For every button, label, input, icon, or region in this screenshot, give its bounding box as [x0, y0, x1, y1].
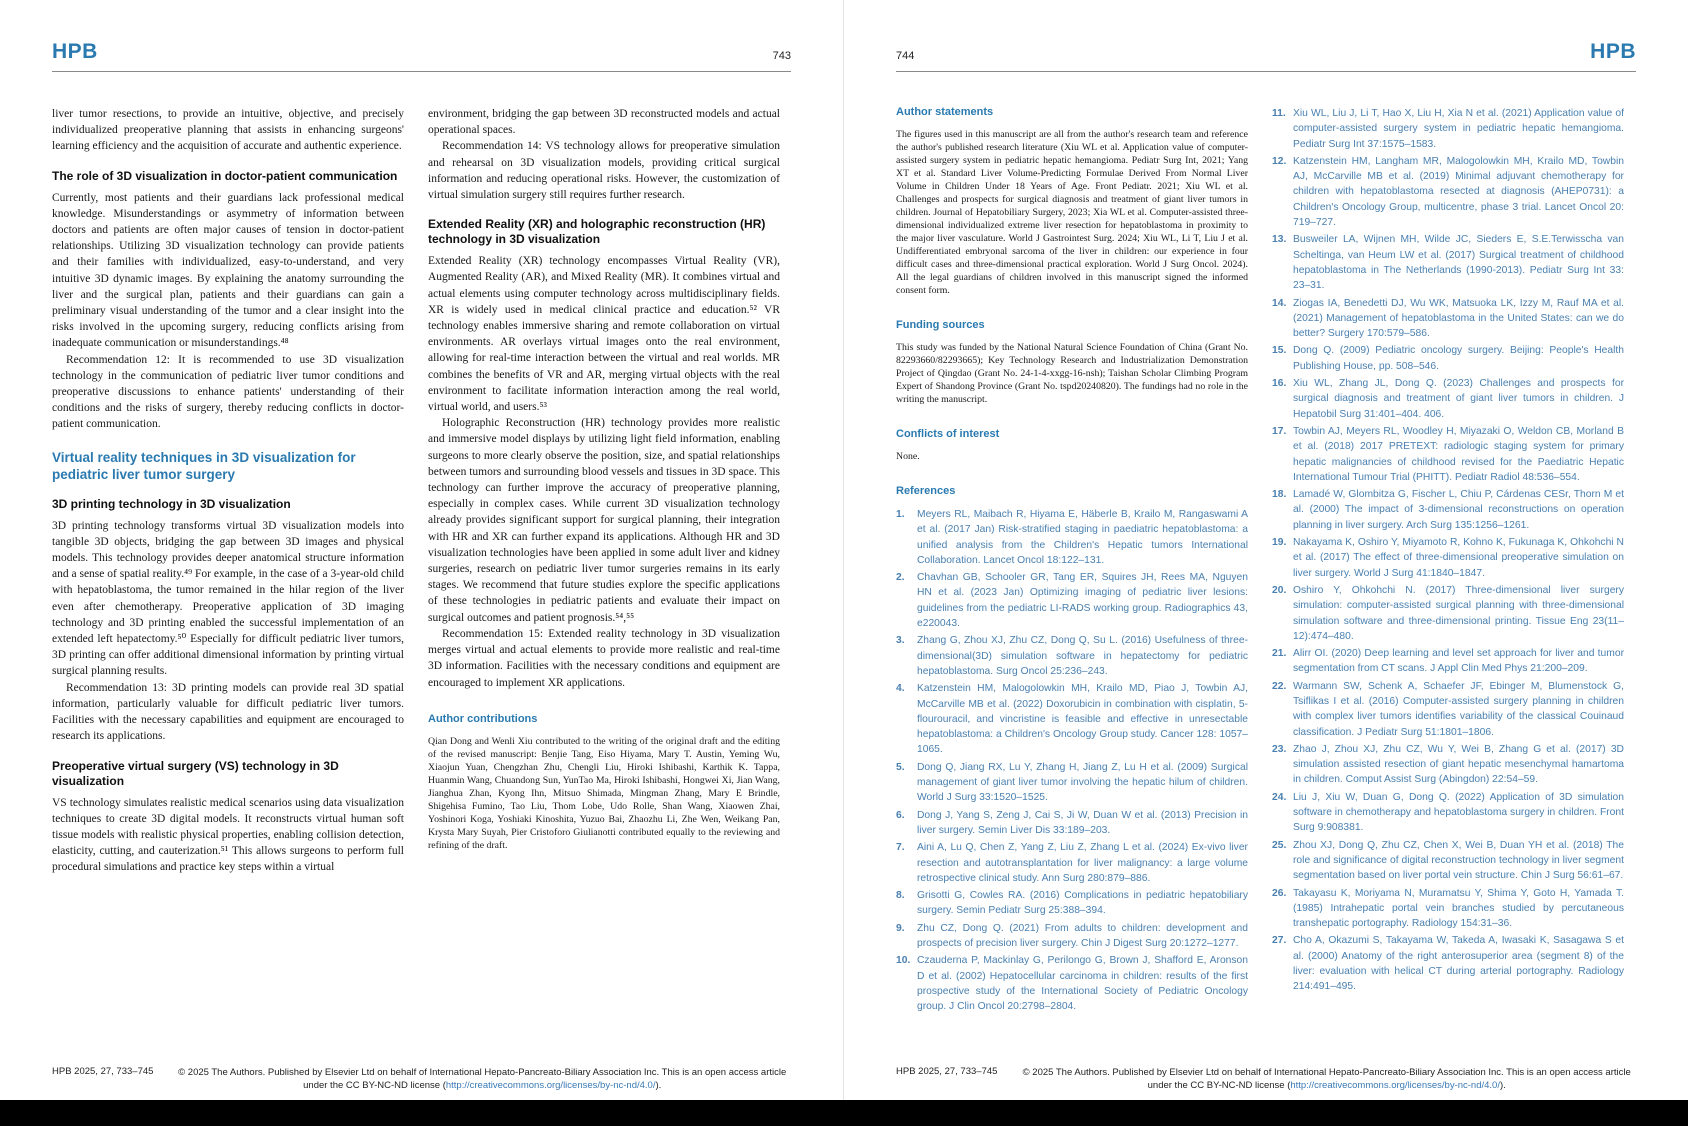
- subsection-heading: Author contributions: [428, 712, 538, 725]
- reference-item[interactable]: [1272, 424, 1624, 485]
- right-column-2: [1272, 106, 1624, 1017]
- reference-item[interactable]: [1272, 376, 1624, 422]
- right-column-1: [896, 106, 1248, 1017]
- paragraph: 3D printing technology transforms virtual 3D visualization models into tangible 3D objects, bridging the gap between 3D images and physical models. This technology provides deeper anatomical structure information and a sense of spatial reality.⁴⁹ For example, in the case of a 3-year-old child with hepatoblastoma, the tumor remained in the hilar region of the liver even after chemotherapy. Preoperative application of 3D imaging technology and 3D printing enabled the successful implementation of an extended left hepatectomy.⁵⁰ Especially for difficult pediatric liver tumors, 3D printing can offer additional dimensional information by printing virtual surgical planning results.: [52, 519, 404, 678]
- reference-text[interactable]: Takayasu K, Moriyama N, Muramatsu Y, Shima Y, Goto H, Yamada T. (1985) Intrahepatic portal vein branches studied by percutaneous transhepatic portography. Radiology 154:31–36.: [1293, 887, 1624, 930]
- page-footer-right: [896, 1066, 1636, 1092]
- reference-text[interactable]: Cho A, Okazumi S, Takayama W, Takeda A, Iwasaki K, Sasagawa S et al. (2000) Anatomy of the right anterosuperior area (segment 8) of the liver: evaluation with helical CT during arterial portography. Radiology 214:491–495.: [1293, 935, 1624, 993]
- left-column-1: [52, 106, 404, 876]
- reference-text[interactable]: Warmann SW, Schenk A, Schaefer JF, Ebinger M, Blumenstock G, Tsiflikas I et al. (2016) Computer-assisted surgery planning in children with complex liver tumors identifies variability of the classical Couinaud classification. J Pediatr Surg 51:1801–1806.: [1293, 680, 1624, 738]
- reference-item[interactable]: [1272, 933, 1624, 994]
- reference-number: 11.: [1272, 108, 1286, 119]
- reference-number: 10.: [896, 955, 911, 967]
- left-column-2: [428, 106, 780, 876]
- subsection-heading: Funding sources: [896, 319, 985, 331]
- reference-number: 13.: [1272, 234, 1287, 246]
- reference-item[interactable]: [1272, 232, 1624, 293]
- reference-item[interactable]: [1272, 838, 1624, 884]
- reference-text[interactable]: Grisotti G, Cowles RA. (2016) Complications in pediatric hepatobiliary surgery. Semin Pediatr Surg 25:388–394.: [917, 890, 1248, 917]
- reference-number: 14.: [1272, 297, 1287, 309]
- reference-item[interactable]: [896, 570, 1248, 631]
- section-heading-major: Virtual reality techniques in 3D visualization for pediatric liver tumor surgery: [52, 449, 356, 482]
- reference-text[interactable]: Czauderna P, Mackinlay G, Perilongo G, Brown J, Shafford E, Aronson D et al. (2002) Hepatocellular carcinoma in children: results of the first prospective study of the International Society of Pediatric Oncology group. J Clin Oncol 20:2798–2804.: [917, 955, 1248, 1013]
- page-content-left: [52, 106, 791, 876]
- reference-text[interactable]: Busweiler LA, Wijnen MH, Wilde JC, Sieders E, S.E.Terwisscha van Scheltinga, van Heum LW et al. (2017) Surgical treatment of childhood hepatoblastoma in The Netherlands (1990-2013). Pediatr Surg Int 33: 23–31.: [1293, 234, 1624, 292]
- reference-item[interactable]: [896, 921, 1248, 952]
- copyright-prefix: © 2025 The Authors. Published by Elsevier Ltd on behalf of International Hepato-Pancreato-Biliary Association Inc. This is an open access article under the CC BY-NC-ND license (: [178, 1067, 787, 1091]
- page-footer-left: [52, 1066, 791, 1092]
- reference-number: 19.: [1272, 537, 1287, 549]
- reference-item[interactable]: [896, 633, 1248, 679]
- reference-number: 17.: [1272, 425, 1287, 437]
- subsection-heading: References: [896, 485, 956, 497]
- reference-number: 1.: [896, 509, 905, 520]
- copyright-text: [1017, 1066, 1636, 1092]
- reference-item[interactable]: [1272, 679, 1624, 740]
- reference-text[interactable]: Xiu WL, Liu J, Li T, Hao X, Liu H, Xia N et al. (2021) Application value of computer-assisted surgery system in pediatric hepatic hemangioma. Pediatr Surg Int 37:1575–1583.: [1293, 108, 1624, 150]
- page-number-right: 744: [896, 50, 915, 62]
- reference-number: 6.: [896, 809, 905, 821]
- reference-number: 16.: [1272, 378, 1287, 390]
- reference-number: 25.: [1272, 839, 1287, 851]
- reference-number: 4.: [896, 683, 905, 695]
- note-paragraph: This study was funded by the National Natural Science Foundation of China (Grant No. 82293660/82293665); Key Technology Research and Industrialization Demonstration Project of Qingdao (Grant No. 24-1-4-xxgg-16-nsh); Taishan Scholar Climbing Program Expert of Shandong Province (Grant No. tspd20240820). The fundings had no role in the writing the manuscript.: [896, 342, 1248, 405]
- reference-item[interactable]: [896, 760, 1248, 806]
- copyright-suffix: ).: [1499, 1080, 1506, 1091]
- reference-item[interactable]: [1272, 886, 1624, 932]
- reference-text[interactable]: Aini A, Lu Q, Chen Z, Yang Z, Liu Z, Zhang L et al. (2024) Ex-vivo liver resection and autotransplantation for liver malignancy: a large volume retrospective clinical study. Ann Surg 280:879–886.: [917, 842, 1248, 884]
- reference-text[interactable]: Chavhan GB, Schooler GR, Tang ER, Squires JH, Rees MA, Nguyen HN et al. (2023 Jan) Optimizing imaging of pediatric liver lesions: guidelines from the pediatric LI-RADS working group. Radiographics 43, e220043.: [917, 572, 1248, 630]
- reference-text[interactable]: Dong J, Yang S, Zeng J, Cai S, Ji W, Duan W et al. (2013) Precision in liver surgery. Semin Liver Dis 33:189–203.: [917, 809, 1248, 836]
- journal-citation: HPB 2025, 27, 733–745: [896, 1066, 998, 1077]
- page-header-right: [896, 40, 1636, 72]
- paragraph: Extended Reality (XR) technology encompasses Virtual Reality (VR), Augmented Reality (AR), and Mixed Reality (MR). It combines virtual and actual elements using computer technology across multidisciplinary fields. XR is widely used in medical clinical practice and education.⁵² VR technology enables immersive sharing and remote collaboration on virtual environments. AR overlays virtual images onto the real environment, allowing for real-time interaction between the virtual and real worlds. MR combines the benefits of VR and AR, merging virtual objects with the real environment to facilitate information interaction among the real world, virtual world, and users.⁵³: [428, 255, 780, 414]
- journal-citation: HPB 2025, 27, 733–745: [52, 1066, 154, 1077]
- reference-text[interactable]: Lamadé W, Glombitza G, Fischer L, Chiu P, Cárdenas CESr, Thorn M et al. (2000) The impact of 3-dimensional reconstructions on operation planning in liver surgery. Arch Surg 135:1256–1261.: [1293, 489, 1624, 531]
- journal-logo: HPB: [52, 40, 98, 63]
- note-paragraph: The figures used in this manuscript are all from the author's research team and reference the author's published research literature (Xiu WL et al. Application value of computer-assisted surgery system in pediatric hepatic hemangioma. Pediatr Surg Int, 2021; Yang XT et al. Standard Liver Volume-Predicting Formulae Derived From Normal Liver Volume in Children Under 18 Years of Age. Front Pediatr. 2021; Xiu WL et al. Challenges and prospects for surgical diagnosis and treatment of giant liver tumors in children. Journal of Hepatobiliary Surgery, 2023; Xia WL et al. Computer-assisted three-dimensional individualized extreme liver resection for hepatoblastoma in proximity to the major liver vasculature. World J Gastrointest Surg. 2024; Xiu WL, Li T, Liu J et al. Undifferentiated embryonal sarcoma of the liver in children: our experience in four difficult cases and three-dimensional practical exploration. World J Surg Oncol. 2024). All the legal guardians of children involved in this manuscript signed the informed consent form.: [896, 129, 1248, 296]
- reference-item[interactable]: [1272, 646, 1624, 677]
- reference-text[interactable]: Zhang G, Zhou XJ, Zhu CZ, Dong Q, Su L. (2016) Usefulness of three-dimensional(3D) simulation software in hepatectomy for pediatric hepatoblastoma. Surg Oncol 25:236–243.: [917, 635, 1248, 677]
- page-content-right: [896, 106, 1636, 1017]
- license-link[interactable]: http://creativecommons.org/licenses/by-nc-nd/4.0/: [445, 1080, 656, 1091]
- reference-item[interactable]: [1272, 790, 1624, 836]
- page-number-left: 743: [772, 50, 791, 62]
- license-link[interactable]: http://creativecommons.org/licenses/by-nc-nd/4.0/: [1290, 1080, 1500, 1091]
- reference-item[interactable]: [1272, 154, 1624, 230]
- reference-item[interactable]: [1272, 742, 1624, 788]
- reference-number: 23.: [1272, 743, 1287, 755]
- reference-number: 18.: [1272, 489, 1287, 501]
- reference-text[interactable]: Katzenstein HM, Langham MR, Malogolowkin MH, Krailo MD, Towbin AJ, McCarville MB et al. (2019) Minimal adjuvant chemotherapy for children with hepatoblastoma resected at diagnosis (AHEP0731): a Children's Oncology Group, multicentre, phase 3 trial. Lancet Oncol 20: 719–727.: [1293, 155, 1624, 229]
- reference-text[interactable]: Nakayama K, Oshiro Y, Miyamoto R, Kohno K, Fukunaga K, Ohkohchi N et al. (2017) The effect of three-dimensional preoperative simulation on liver surgery. World J Surg 41:1840–1847.: [1293, 537, 1624, 579]
- paragraph: Currently, most patients and their guardians lack professional medical knowledge. Misunderstandings or asymmetry of information between doctors and patients are often major causes of tension in doctor-patient relationships. Utilizing 3D visualization technology can provide patients and their families with individualized, easy-to-understand, and very intuitive 3D dynamic images. By explaining the anatomy surrounding the liver and the surgical plan, patients and their guardians can gain a preliminary visual understanding of the tumor and a clear insight into the risks involved in the upcoming surgery, reducing conflicts arising from inadequate communication or misunderstandings.⁴⁸: [52, 191, 404, 350]
- paragraph: Recommendation 13: 3D printing models can provide real 3D spatial information, particularly valuable for difficult pediatric liver tumors. Facilities with the necessary capabilities and equipment are encouraged to research its applications.: [52, 681, 404, 743]
- reference-item[interactable]: [1272, 106, 1624, 152]
- section-heading: Preoperative virtual surgery (VS) technology in 3D visualization: [52, 758, 339, 788]
- reference-text[interactable]: Liu J, Xiu W, Duan G, Dong Q. (2022) Application of 3D simulation software in chemotherapy and hepatoblastoma surgery in children. Front Surg 9:908381.: [1293, 791, 1624, 834]
- paragraph: VS technology simulates realistic medical scenarios using data visualization techniques to create 3D digital models. It reconstructs virtual human soft tissue models with realistic physical properties, enabling collision detection, elasticity, cutting, and cauterization.⁵¹ This allows surgeons to perform full procedural simulations and practice key steps within a virtual: [52, 796, 404, 874]
- reference-text[interactable]: Dong Q, Jiang RX, Lu Y, Zhang H, Jiang Z, Lu H et al. (2009) Surgical management of giant liver tumor involving the hepatic hilum of children. World J Surg 33:1520–1525.: [917, 761, 1248, 804]
- reference-item[interactable]: [896, 507, 1248, 568]
- reference-number: 24.: [1272, 791, 1287, 803]
- section-heading: 3D printing technology in 3D visualization: [52, 496, 291, 511]
- reference-item[interactable]: [1272, 535, 1624, 581]
- reference-text[interactable]: Ziogas IA, Benedetti DJ, Wu WK, Matsuoka LK, Izzy M, Rauf MA et al. (2021) Management of hepatoblastoma in the United States: can we do better? Surgery 170:579–586.: [1293, 297, 1624, 340]
- paragraph: Recommendation 15: Extended reality technology in 3D visualization merges virtual and actual elements to provide more realistic and real-time 3D information. Facilities with the necessary conditions and equipment are encouraged to implement XR applications.: [428, 627, 780, 689]
- reference-item[interactable]: [1272, 296, 1624, 342]
- reference-item[interactable]: [1272, 583, 1624, 644]
- reference-text[interactable]: Xiu WL, Zhang JL, Dong Q. (2023) Challenges and prospects for surgical diagnosis and treatment of giant liver tumors in children. J Hepatobil Surg 31:401–404. 406.: [1293, 378, 1624, 420]
- page-744: [844, 0, 1688, 1126]
- reference-text[interactable]: Zhao J, Zhou XJ, Zhu CZ, Wu Y, Wei B, Zhang G et al. (2017) 3D simulation assisted resection of giant hepatic mesenchymal hamartoma in children. Comput Assist Surg (Abingdon) 22:54–59.: [1293, 743, 1624, 786]
- copyright-text: [173, 1066, 791, 1092]
- reference-number: 8.: [896, 890, 905, 902]
- reference-number: 26.: [1272, 887, 1287, 899]
- paragraph: liver tumor resections, to provide an intuitive, objective, and precisely individualized preoperative planning that assists in enhancing surgeons' learning efficiency and the acquisition of accurate and authentic experience.: [52, 108, 404, 153]
- reference-text[interactable]: Katzenstein HM, Malogolowkin MH, Krailo MD, Piao J, Towbin AJ, McCarville MB et al. (2022) Doxorubicin in combination with cisplatin, 5-flourouracil, and vincristine is feasible and effective in unresectable hepatoblastoma: a Children's Oncology Group study. Cancer 128: 1057–1065.: [917, 683, 1248, 756]
- reference-text[interactable]: Oshiro Y, Ohkohchi N. (2017) Three-dimensional liver surgery simulation: computer-assisted surgical planning with three-dimensional simulation software and three-dimensional printing. Tissue Eng 23(11–12):474–480.: [1293, 584, 1624, 642]
- reference-number: 2.: [896, 572, 905, 584]
- reference-text[interactable]: Zhou XJ, Dong Q, Zhu CZ, Chen X, Wei B, Duan YH et al. (2018) The role and significance of digital reconstruction technology in liver segment segmentation based on liver portal vein structure. Chin J Surg 56:61–67.: [1293, 839, 1624, 882]
- reference-item[interactable]: [896, 681, 1248, 757]
- note-paragraph: None.: [896, 451, 920, 462]
- journal-logo: HPB: [1590, 40, 1636, 63]
- note-paragraph: Qian Dong and Wenli Xiu contributed to the writing of the original draft and the editing of the revised manuscript: Benjie Tang, Eiso Hiyama, Mary T. Austin, Yeming Wu, Xiaojun Yuan, Chengzhan Zhu, Chengli Liu, Hiroki Ishibashi, Karthik K. Tappa, Huanmin Wang, Chuandong Sun, YunTao Ma, Hiroki Ishibashi, Hongwei Xi, Jian Wang, Jianghua Zhan, Kyong Ihn, Mitsuo Shimada, Mingman Zhang, Mary E Brindle, Shigehisa Fumino, Tao Liu, Thom Lobe, Udo Rolle, Shan Wang, Xiaowen Zhai, Yoshinori Koga, Yoshiaki Kinoshita, Yuzuo Bai, Zhaozhu Li, Zhe Wen, Weikang Pan, Krysta Mary Suyah, Pier Cristoforo Giulianotti contributed equally to the reviewing and refining of the draft.: [428, 735, 780, 851]
- subsection-heading: Conflicts of interest: [896, 428, 1000, 440]
- reference-number: 12.: [1272, 155, 1287, 167]
- reference-item[interactable]: [896, 888, 1248, 919]
- reference-item[interactable]: [896, 953, 1248, 1014]
- reference-text[interactable]: Zhu CZ, Dong Q. (2021) From adults to children: development and prospects of precision liver surgery. Chin J Digest Surg 20:1272–1277.: [917, 922, 1248, 950]
- paragraph: Recommendation 14: VS technology allows for preoperative simulation and rehearsal on 3D visualization models, providing critical surgical information and reducing operational risks. However, the customization of virtual simulation surgery still requires further research.: [428, 140, 780, 202]
- reference-number: 7.: [896, 842, 905, 854]
- reference-number: 22.: [1272, 680, 1287, 692]
- reference-text[interactable]: Towbin AJ, Meyers RL, Woodley H, Miyazaki O, Weldon CB, Morland B et al. (2018) 2017 PRETEXT: radiologic staging system for primary hepatic malignancies of childhood revised for the Paediatric Hepatic International Tumour Trial (PHITT). Pediatr Radiol 48:536–554.: [1293, 425, 1624, 483]
- section-heading: The role of 3D visualization in doctor-patient communication: [52, 168, 398, 183]
- reference-number: 20.: [1272, 584, 1287, 596]
- copyright-prefix: © 2025 The Authors. Published by Elsevier Ltd on behalf of International Hepato-Pancreato-Biliary Association Inc. This is an open access article under the CC BY-NC-ND license (: [1022, 1067, 1631, 1091]
- paragraph: environment, bridging the gap between 3D reconstructed models and actual operational spaces.: [428, 108, 780, 137]
- reference-item[interactable]: [896, 808, 1248, 839]
- reference-number: 9.: [896, 922, 905, 934]
- reference-number: 3.: [896, 635, 905, 647]
- page-header-left: [52, 40, 791, 72]
- reference-text[interactable]: Alirr OI. (2020) Deep learning and level set approach for liver and tumor segmentation from CT scans. J Appl Clin Med Phys 21:200–209.: [1293, 648, 1624, 675]
- reference-item[interactable]: [1272, 487, 1624, 533]
- subsection-heading: Author statements: [896, 106, 994, 118]
- bottom-bar: [0, 1100, 1688, 1126]
- reference-number: 5.: [896, 761, 905, 773]
- reference-text[interactable]: Dong Q. (2009) Pediatric oncology surgery. Beijing: People's Health Publishing House, pp. 508–546.: [1293, 345, 1624, 372]
- reference-number: 21.: [1272, 648, 1287, 660]
- copyright-suffix: ).: [655, 1080, 662, 1091]
- reference-item[interactable]: [1272, 343, 1624, 374]
- paragraph: Recommendation 12: It is recommended to use 3D visualization technology in the communication of pediatric liver tumor conditions and preoperative discussions to enhance patients' understanding of their conditions and the risks of surgery, thereby reducing conflicts in doctor-patient communication.: [52, 353, 404, 431]
- reference-number: 15.: [1272, 345, 1287, 357]
- reference-text[interactable]: Meyers RL, Maibach R, Hiyama E, Häberle B, Krailo M, Rangaswami A et al. (2017 Jan) Risk-stratified staging in paediatric hepatoblastoma: a unified analysis from the Children's Hepatic tumors International Collaboration. Lancet Oncol 18:122–131.: [917, 509, 1248, 566]
- section-heading: Extended Reality (XR) and holographic reconstruction (HR) technology in 3D visualization: [428, 217, 766, 247]
- reference-item[interactable]: [896, 840, 1248, 886]
- paragraph: Holographic Reconstruction (HR) technology provides more realistic and immersive model displays by utilizing light field information, enabling surgeons to more clearly observe the position, size, and spatial relationships between tumors and surrounding blood vessels and tissues in 3D space. This technology can further improve the accuracy of preoperative planning, especially in complex cases. While current 3D visualization technology already provides significant support for surgical planning, their integration with HR and XR can further expand its applications. Although HR and 3D visualization technologies have been applied in some adult liver and kidney surgeries, research on pediatric liver tumor surgeries remains in its early stages. We recommend that future studies explore the specific applications of these technologies in pediatric patients and evaluate their impact on surgical outcomes and patient prognosis.⁵⁴,⁵⁵: [428, 417, 780, 624]
- reference-number: 27.: [1272, 935, 1287, 947]
